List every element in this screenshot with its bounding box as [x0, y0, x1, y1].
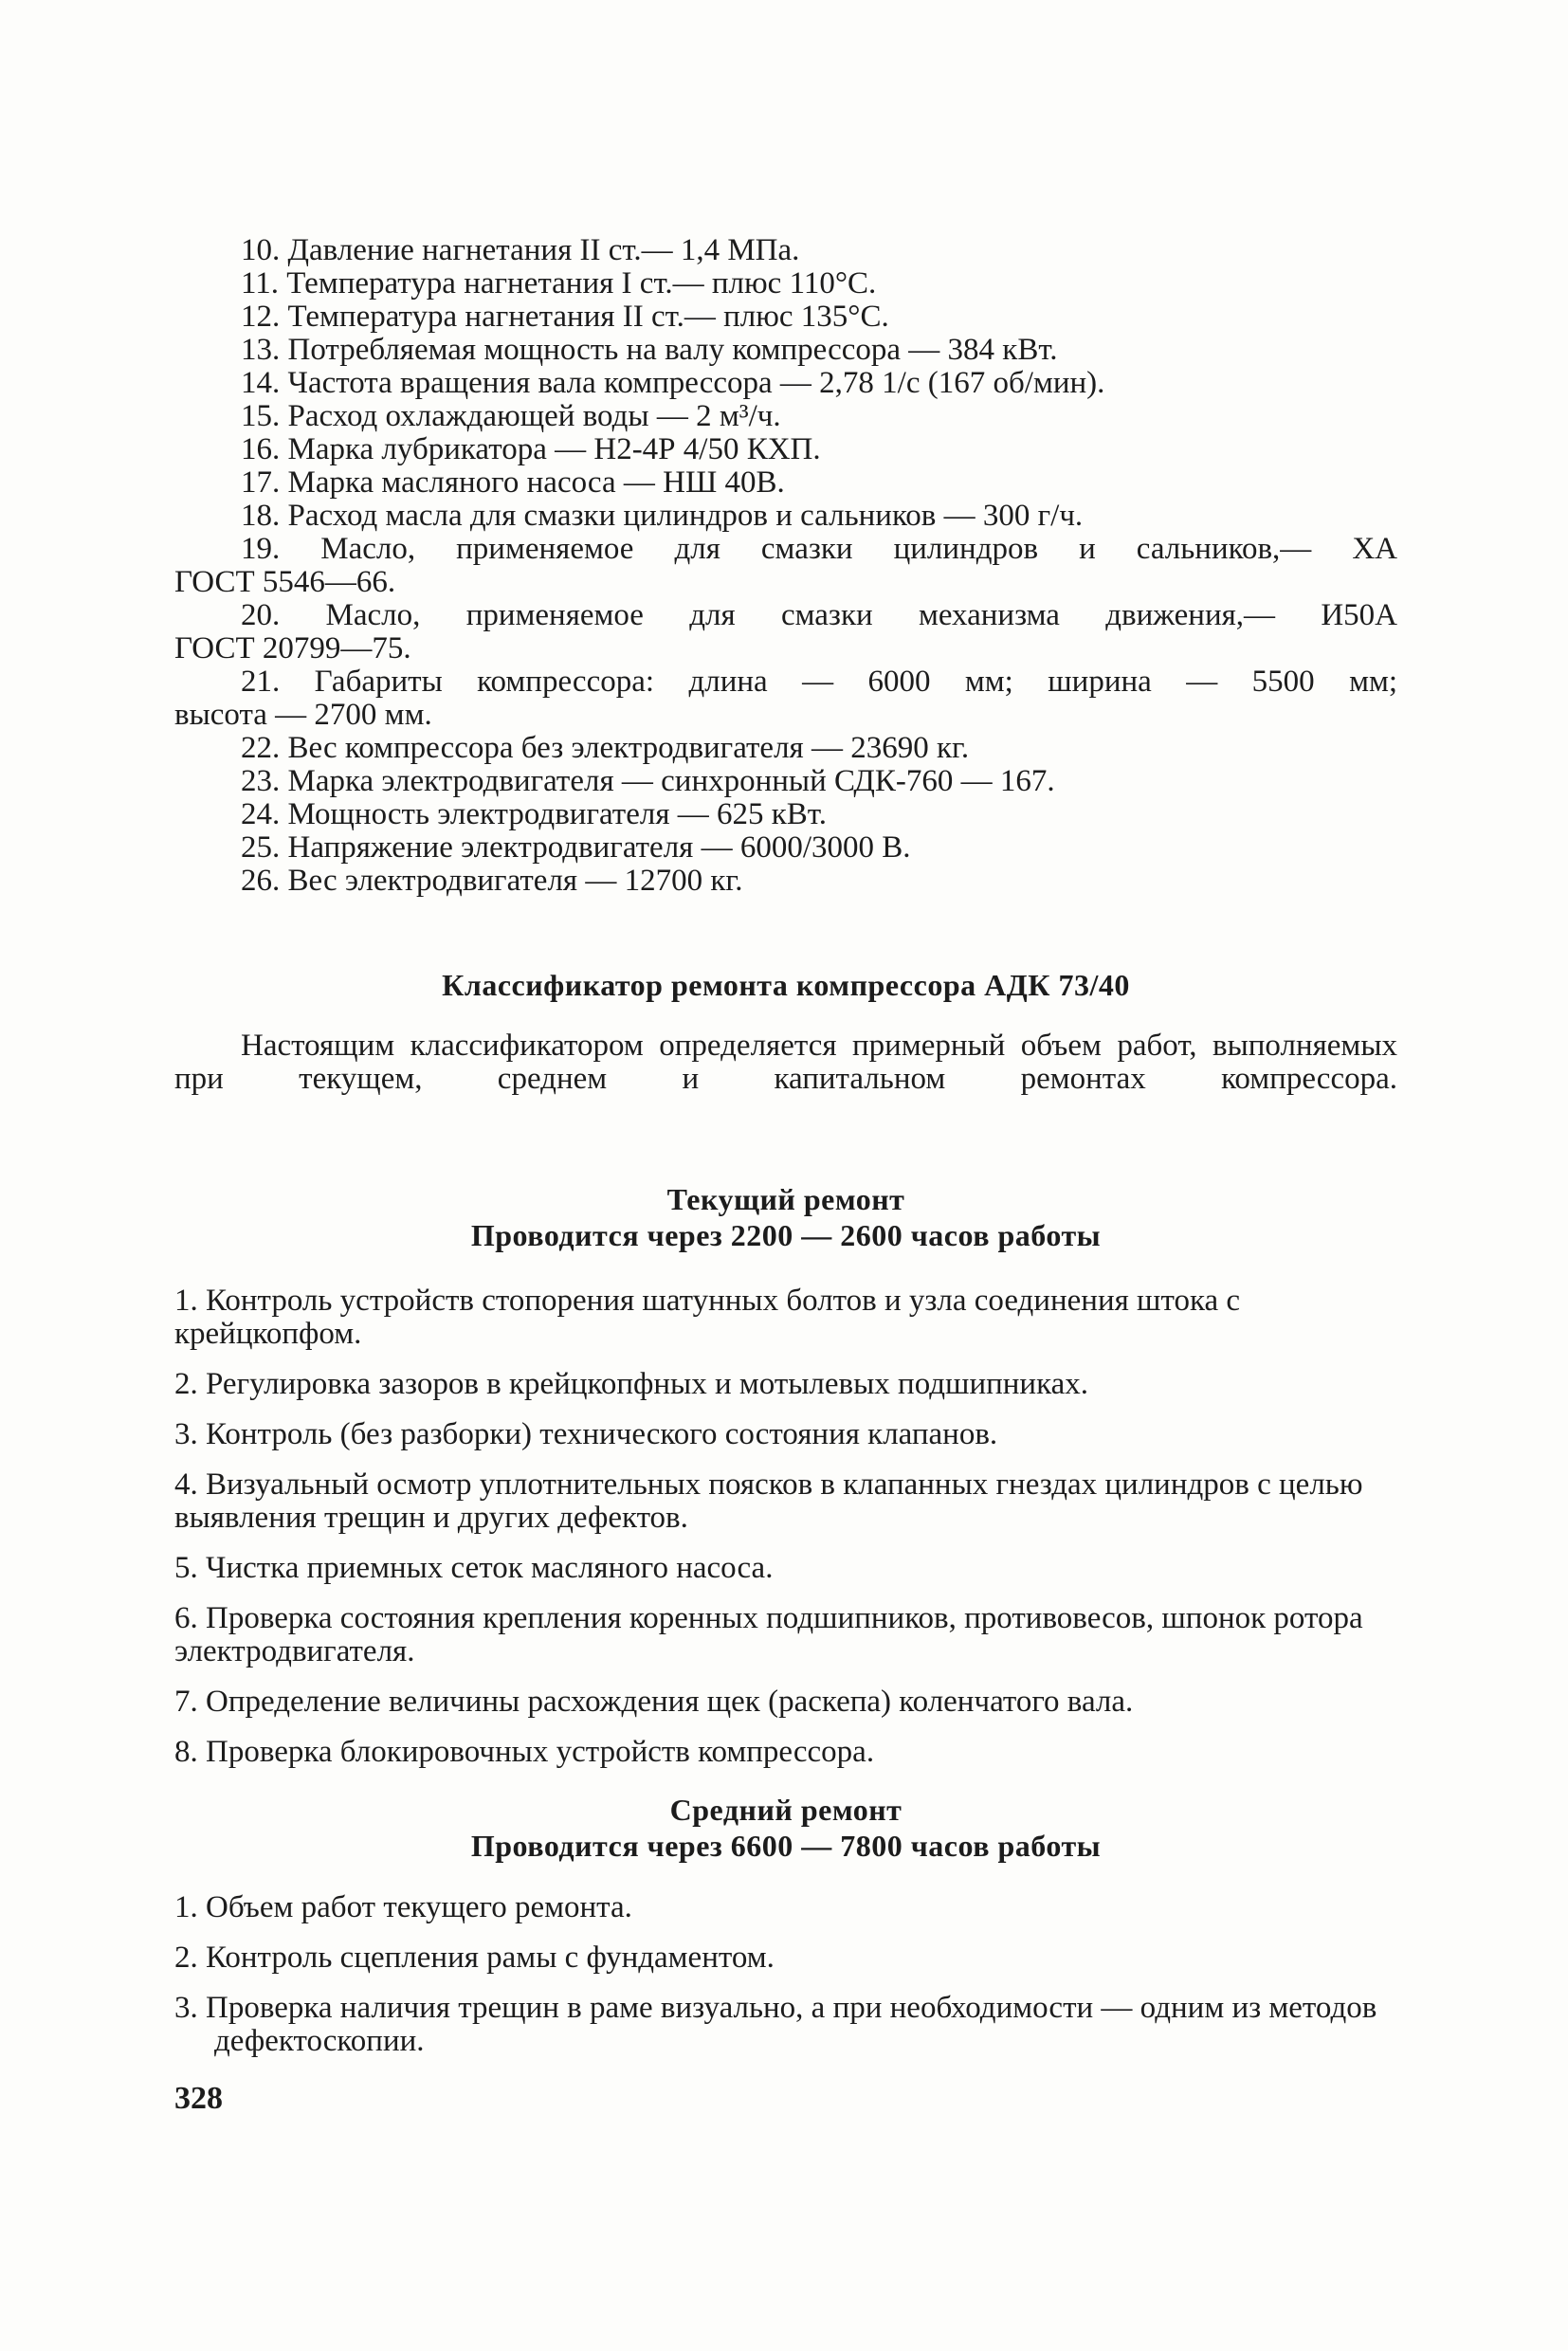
spec-item: 10. Давление нагнетания II ст.— 1,4 МПа.: [241, 233, 800, 267]
list-item: 8. Проверка блокировочных устройств компрессора.: [174, 1735, 875, 1769]
spec-item: 24. Мощность электродвигателя — 625 кВт.: [241, 797, 827, 831]
spec-item: 26. Вес электродвигателя — 12700 кг.: [241, 864, 743, 898]
specification-list: [174, 234, 1397, 898]
list-item: 6. Проверка состояния крепления коренных подшипников, противовесов, шпонок ротора электродвигателя.: [174, 1601, 1363, 1668]
list-item: 3. Контроль (без разборки) технического состояния клапанов.: [174, 1417, 998, 1451]
medium-repair-heading: Средний ремонт: [669, 1793, 903, 1827]
spec-item: 17. Марка масляного насоса — НШ 40В.: [241, 465, 785, 500]
classifier-heading: Классификатор ремонта компрессора АДК 73/40: [442, 968, 1130, 1002]
list-item: 1. Объем работ текущего ремонта.: [174, 1890, 632, 1924]
spec-item: 23. Марка электродвигателя — синхронный СДК-760 — 167.: [241, 764, 1055, 798]
spec-item-21-line2: высота — 2700 мм.: [174, 698, 432, 732]
spec-item: 13. Потребляемая мощность на валу компрессора — 384 кВт.: [241, 333, 1058, 367]
spec-item-21-line1: 21. Габариты компрессора: длина — 6000 мм; ширина — 5500 мм;: [241, 665, 1397, 699]
spec-item-20-line2: ГОСТ 20799—75.: [174, 631, 411, 665]
medium-repair-list: [174, 1891, 1397, 2075]
classifier-intro: [174, 1030, 1397, 1096]
spec-item: 18. Расход масла для смазки цилиндров и сальников — 300 г/ч.: [241, 499, 1084, 533]
list-item: 3. Проверка наличия трещин в раме визуально, а при необходимости — одним из методов дефектоскопии.: [174, 1991, 1377, 2058]
spec-item: 12. Температура нагнетания II ст.— плюс 135°С.: [241, 300, 889, 334]
list-item: 2. Регулировка зазоров в крейцкопфных и мотылевых подшипниках.: [174, 1367, 1089, 1401]
list-item: 2. Контроль сцепления рамы с фундаментом.: [174, 1941, 775, 1975]
spec-item: 14. Частота вращения вала компрессора — 2,78 1/с (167 об/мин).: [241, 366, 1105, 400]
classifier-intro-text: Настоящим классификатором определяется примерный объем работ, выполняемых при текущем, среднем и капитальном ремонтах компрессора.: [174, 1029, 1397, 1096]
spec-item: 25. Напряжение электродвигателя — 6000/3000 В.: [241, 830, 911, 865]
list-item: 7. Определение величины расхождения щек (раскепа) коленчатого вала.: [174, 1685, 1134, 1719]
spec-item: 16. Марка лубрикатора — Н2-4Р 4/50 КХП.: [241, 432, 821, 466]
list-item: 5. Чистка приемных сеток масляного насоса.: [174, 1551, 774, 1585]
spec-item: 15. Расход охлаждающей воды — 2 м³/ч.: [241, 399, 781, 433]
current-repair-subheading: Проводится через 2200 — 2600 часов работы: [470, 1218, 1102, 1252]
spec-item-19-line1: 19. Масло, применяемое для смазки цилиндров и сальников,— ХА: [241, 532, 1397, 566]
spec-item-20-line1: 20. Масло, применяемое для смазки механизма движения,— И50А: [241, 598, 1397, 632]
list-item: 4. Визуальный осмотр уплотнительных поясков в клапанных гнездах цилиндров с целью выявления трещин и других дефектов.: [174, 1467, 1363, 1535]
list-item: 1. Контроль устройств стопорения шатунных болтов и узла соединения штока с крейцкопфом.: [174, 1284, 1241, 1351]
page-number: 328: [174, 2081, 223, 2116]
spec-item: 22. Вес компрессора без электродвигателя — 23690 кг.: [241, 731, 970, 765]
spec-item-19-line2: ГОСТ 5546—66.: [174, 565, 396, 599]
current-repair-heading: Текущий ремонт: [666, 1182, 905, 1216]
medium-repair-subheading: Проводится через 6600 — 7800 часов работы: [470, 1829, 1102, 1863]
current-repair-list: [174, 1285, 1397, 1786]
spec-item: 11. Температура нагнетания I ст.— плюс 110°С.: [241, 266, 877, 301]
